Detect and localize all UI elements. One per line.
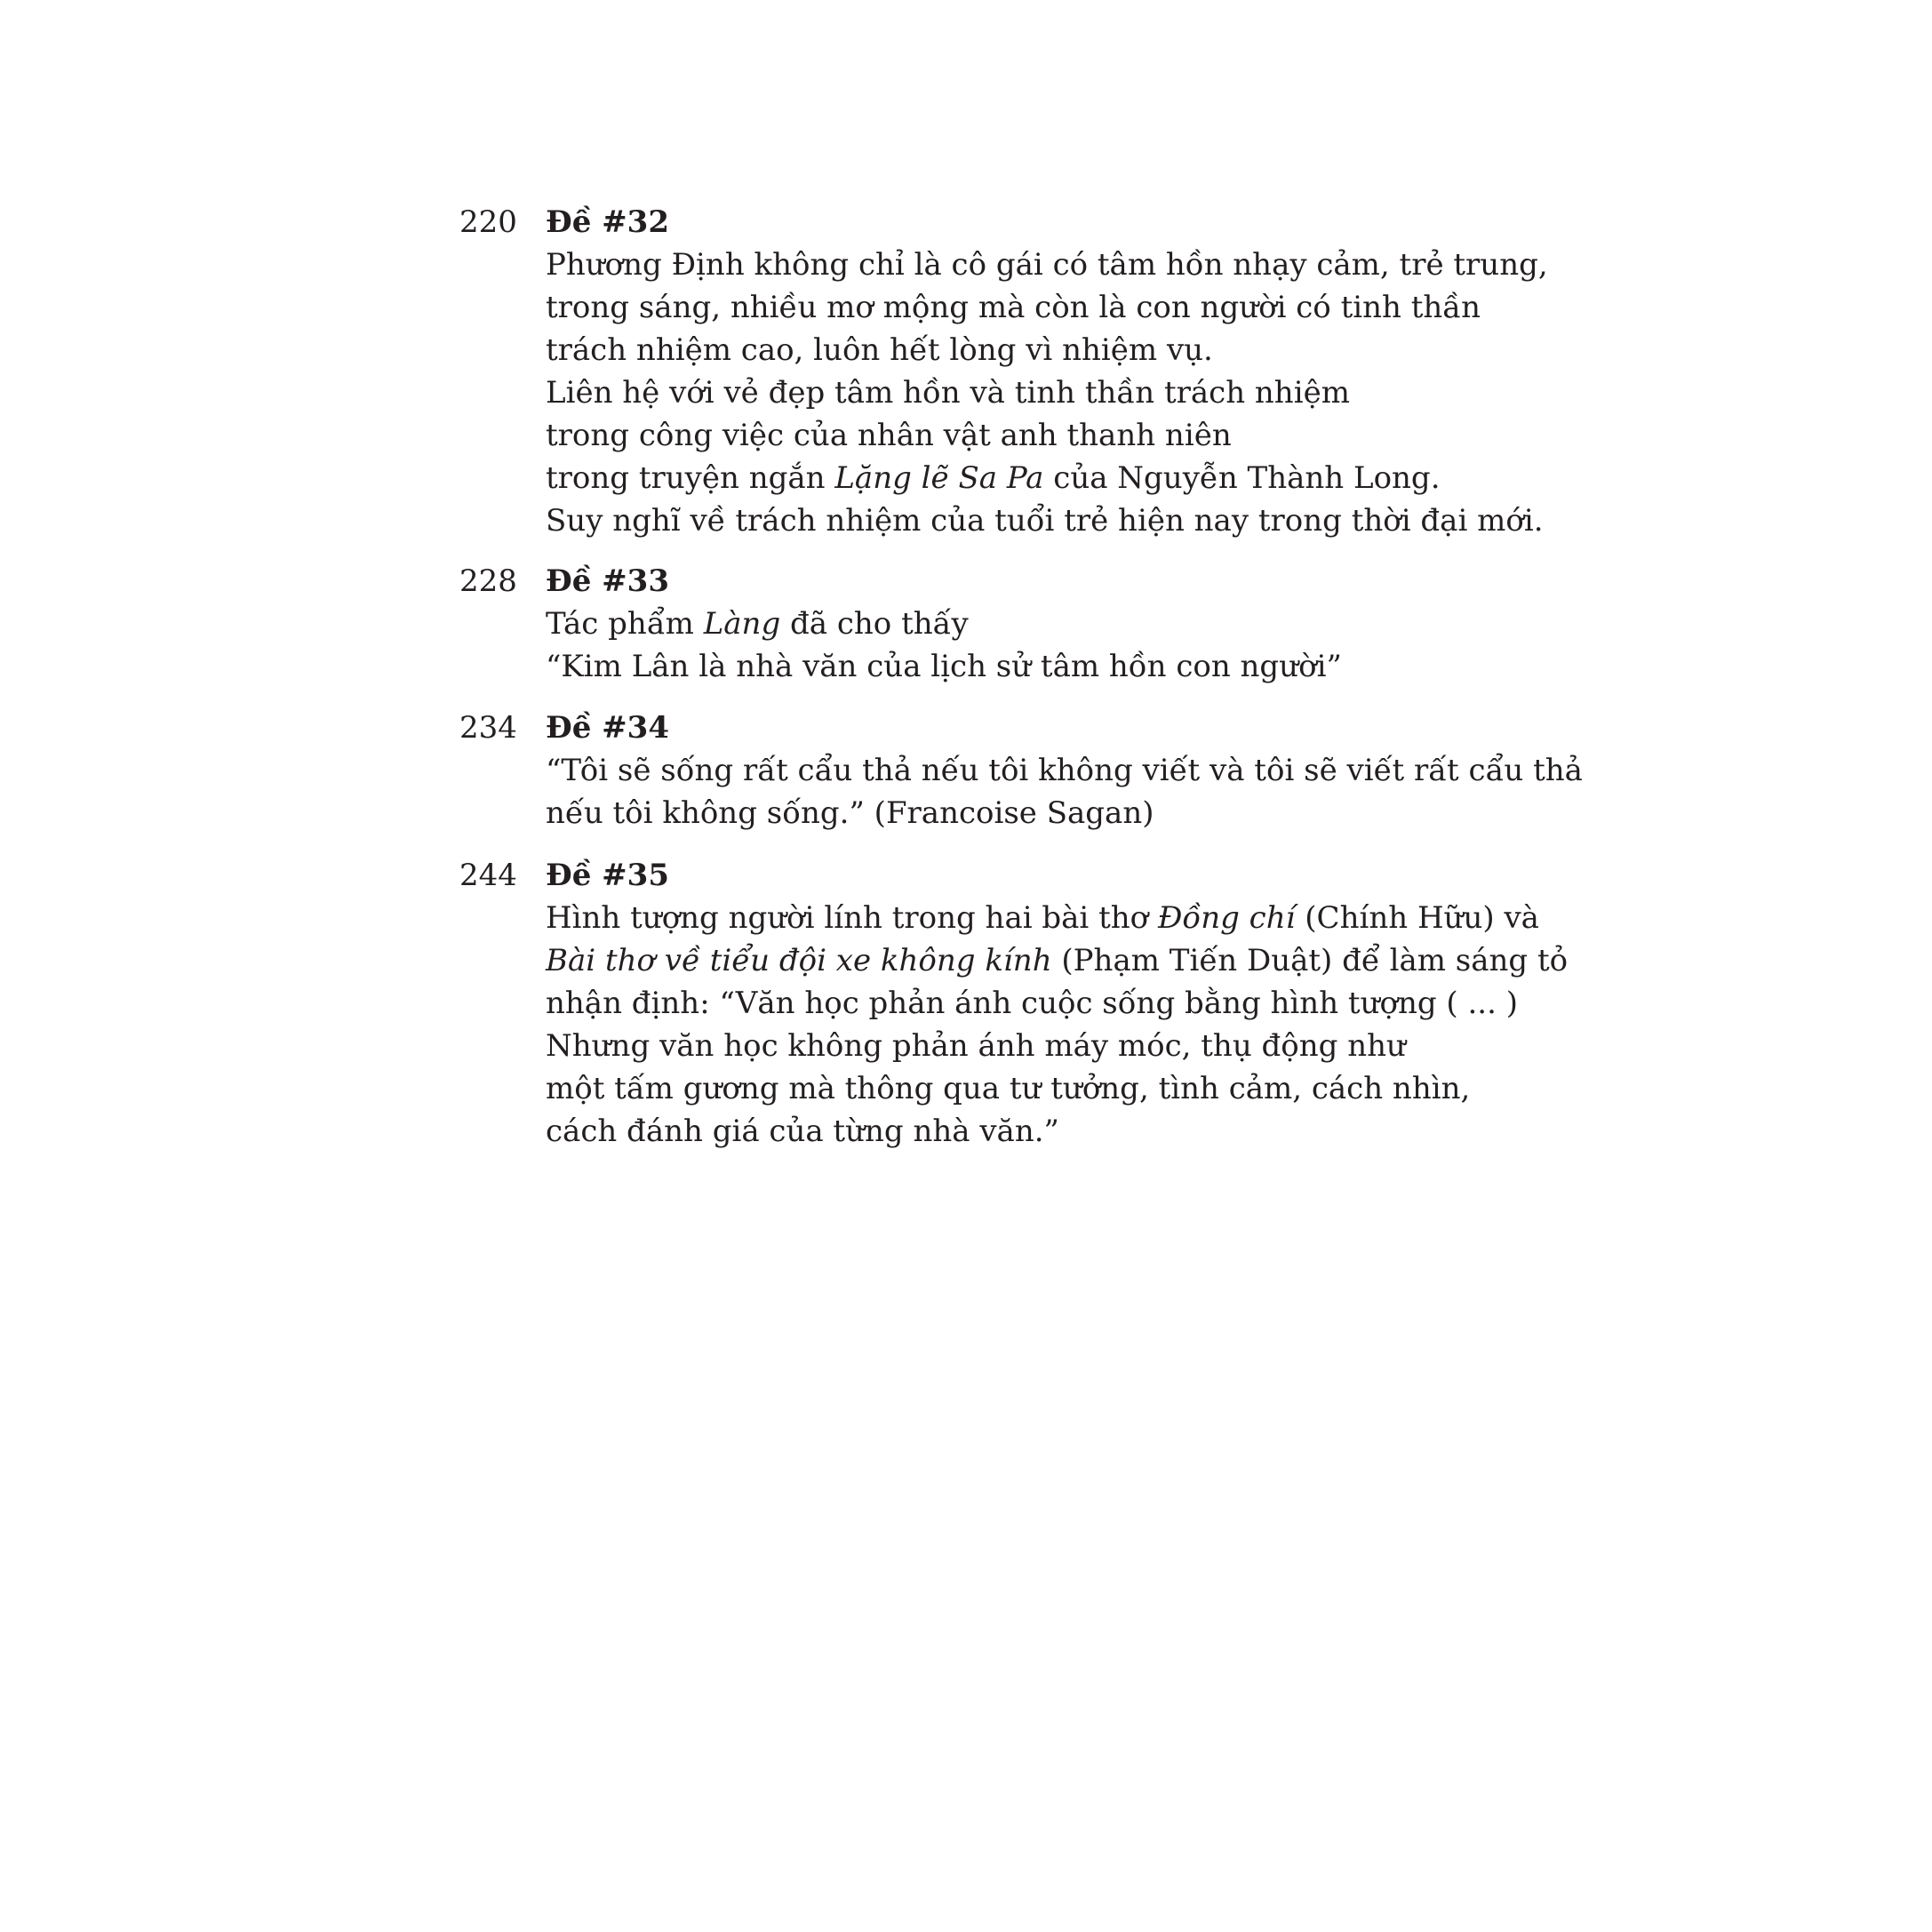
entry-line: Liên hệ với vẻ đẹp tâm hồn và tinh thần trách nhiệm	[546, 375, 1350, 411]
entry-title: Đề #35	[546, 858, 669, 893]
entry-line: Tác phẩm Làng đã cho thấy	[546, 606, 969, 642]
entry-title: Đề #32	[546, 204, 669, 240]
entry-line: Bài thơ về tiểu đội xe không kính (Phạm Tiến Duật) để làm sáng tỏ	[546, 943, 1569, 978]
entry-line: một tấm gương mà thông qua tư tưởng, tình cảm, cách nhìn,	[546, 1071, 1471, 1106]
entry-line: Nhưng văn học không phản ánh máy móc, thụ động như	[546, 1028, 1406, 1064]
work-title: Đồng chí	[1157, 900, 1296, 936]
page-number: 220	[459, 204, 517, 240]
entry-title: Đề #34	[546, 710, 669, 746]
entry-line: trong truyện ngắn Lặng lẽ Sa Pa của Nguyễn Thành Long.	[546, 460, 1441, 496]
entry-line: Hình tượng người lính trong hai bài thơ Đồng chí (Chính Hữu) và	[546, 900, 1539, 936]
entry-line: Phương Định không chỉ là cô gái có tâm hồn nhạy cảm, trẻ trung,	[546, 247, 1548, 283]
entry-body	[546, 854, 1569, 1153]
page-number: 234	[459, 710, 517, 746]
entry-line: nếu tôi không sống.” (Francoise Sagan)	[546, 795, 1154, 831]
entry-body	[546, 560, 1434, 688]
work-title: Làng	[703, 606, 781, 642]
page-number: 244	[459, 858, 517, 893]
entry-line: “Tôi sẽ sống rất cẩu thả nếu tôi không viết và tôi sẽ viết rất cẩu thả	[546, 753, 1583, 788]
entry-title: Đề #33	[546, 563, 669, 599]
entry-line: cách đánh giá của từng nhà văn.”	[546, 1114, 1059, 1149]
work-title: Lặng lẽ Sa Pa	[834, 460, 1044, 496]
entry-line: trong công việc của nhân vật anh thanh niên	[546, 418, 1232, 453]
entry-line: trách nhiệm cao, luôn hết lòng vì nhiệm vụ.	[546, 332, 1213, 368]
entry-line: Suy nghĩ về trách nhiệm của tuổi trẻ hiện nay trong thời đại mới.	[546, 503, 1544, 539]
entry-line: nhận định: “Văn học phản ánh cuộc sống bằng hình tượng ( ... )	[546, 986, 1518, 1021]
entry-line: trong sáng, nhiều mơ mộng mà còn là con người có tinh thần	[546, 290, 1481, 325]
entry-body	[546, 201, 1548, 542]
work-title: Bài thơ về tiểu đội xe không kính	[546, 943, 1052, 978]
page-number: 228	[459, 563, 517, 599]
entry-body	[546, 707, 1583, 834]
entry-line: “Kim Lân là nhà văn của lịch sử tâm hồn con người”	[546, 649, 1342, 684]
